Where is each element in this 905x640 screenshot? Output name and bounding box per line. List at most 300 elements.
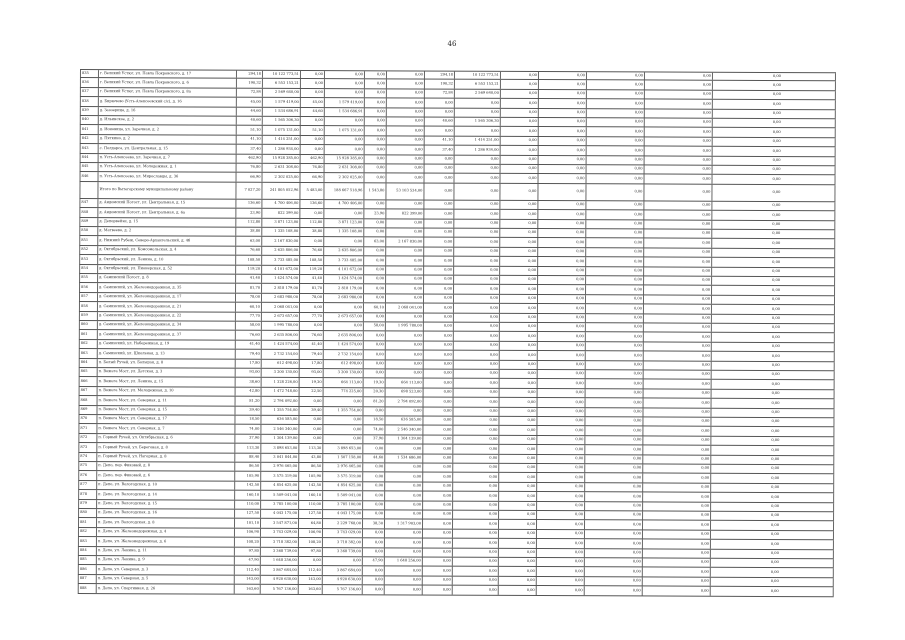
table-right-border (834, 240, 835, 248)
row-number: 859 (79, 312, 97, 320)
value-cell: 0,00 (453, 219, 499, 228)
value-cell: 45,00 (236, 98, 262, 107)
value-cell: 51,10 (300, 126, 324, 134)
value-cell: 0,00 (363, 285, 385, 293)
value-cell: 0,00 (364, 174, 386, 182)
row-number: 873 (78, 443, 96, 451)
value-cell: 0,00 (300, 89, 324, 97)
value-cell: 2 569 640,00 (454, 89, 500, 98)
value-cell: 0,00 (422, 548, 452, 557)
value-cell: 42,80 (235, 387, 261, 396)
value-cell: 0,00 (537, 248, 585, 257)
value-cell: 0,00 (536, 577, 584, 586)
value-cell: 0,00 (585, 361, 643, 370)
value-cell: 77,70 (235, 312, 261, 321)
value-cell: 3 743 029,00 (260, 529, 298, 538)
value-cell: 119,20 (235, 265, 261, 274)
value-cell: 2 732 154,00 (323, 350, 363, 359)
value-cell: 0,00 (423, 360, 453, 369)
row-number: 880 (78, 509, 96, 517)
value-cell: 664 113,00 (323, 378, 363, 387)
value-cell: 0,00 (498, 520, 536, 529)
value-cell: 0,00 (453, 183, 499, 199)
row-number: 877 (78, 481, 96, 489)
address-cell: д. Андомский Погост, ул. Центральная, д. 6а (97, 208, 235, 217)
value-cell: 0,00 (424, 108, 454, 117)
value-cell: 0,00 (363, 313, 385, 321)
value-cell: 79,40 (235, 350, 261, 359)
address-cell: д. Саминский Погост, д. 8 (97, 274, 235, 283)
value-cell: 0,00 (643, 370, 711, 379)
value-cell: 66,90 (236, 173, 262, 182)
value-cell: 0,00 (711, 324, 781, 333)
address-cell: п. Горный Ручей, ул. Октябрьская, д. 6 (96, 434, 234, 443)
address-cell: п. Белый Ручей, ул. Большая, д. 8 (97, 359, 235, 368)
value-cell: 1 579 419,00 (324, 98, 364, 107)
value-cell: 10 122 773,51 (454, 72, 500, 80)
value-cell: 0,00 (538, 109, 586, 118)
value-cell: 0,00 (323, 397, 363, 406)
value-cell: 2 635 806,00 (261, 247, 299, 256)
value-cell: 0,00 (584, 474, 642, 483)
table-right-border (834, 371, 835, 379)
value-cell: 0,00 (585, 323, 643, 332)
row-number: 857 (79, 293, 97, 301)
value-cell: 0,00 (362, 510, 384, 518)
value-cell: 41,40 (299, 341, 323, 349)
value-cell: 0,00 (363, 341, 385, 349)
value-cell: 0,00 (585, 286, 643, 295)
value-cell: 0,00 (324, 136, 364, 145)
value-cell: 0,00 (500, 165, 538, 174)
address-cell: д. Октябрьский, ул. Пионерская, д. 52 (97, 265, 235, 274)
value-cell: 0,00 (584, 568, 642, 577)
value-cell: 0,00 (585, 295, 643, 304)
value-cell: 0,00 (422, 576, 452, 585)
value-cell: 0,00 (711, 305, 781, 314)
value-cell: 0,00 (499, 398, 537, 407)
value-cell: 2 068 041,00 (261, 303, 299, 312)
value-cell: 0,00 (453, 323, 499, 332)
value-cell: 3 718 382,00 (260, 538, 298, 547)
address-cell: п. Депо, ул. Вологодская, д. 8 (96, 518, 234, 527)
row-number: 879 (78, 500, 96, 508)
value-cell: 0,00 (710, 587, 780, 596)
row-number: 845 (80, 163, 98, 171)
value-cell: 2 976 465,00 (322, 463, 362, 472)
value-cell: 0,00 (499, 313, 537, 322)
value-cell: 0,00 (538, 146, 586, 155)
address-cell: д. Саминский, ул. Железнодорожная, д. 17 (97, 293, 235, 302)
value-cell: 0,00 (385, 219, 423, 228)
value-cell: 0,00 (500, 146, 538, 155)
value-cell: 0,00 (384, 567, 422, 576)
table-right-border (833, 475, 834, 483)
table-right-border (835, 82, 836, 90)
row-number: 862 (79, 340, 97, 348)
table-right-border (833, 493, 834, 501)
value-cell: 0,00 (423, 369, 453, 378)
value-cell: 0,00 (499, 210, 537, 219)
row-number: 836 (80, 78, 98, 86)
value-cell: 113,30 (298, 444, 322, 452)
value-cell: 5 509 041,00 (260, 491, 298, 500)
value-cell: 0,00 (711, 361, 781, 370)
value-cell: 2 794 092,00 (261, 397, 299, 406)
value-cell: 0,00 (643, 361, 711, 370)
value-cell: 0,00 (500, 108, 538, 117)
value-cell: 143,00 (234, 575, 260, 584)
value-cell: 0,00 (384, 445, 422, 454)
value-cell: 0,00 (537, 398, 585, 407)
row-number: 882 (78, 528, 96, 536)
value-cell: 0,00 (362, 473, 384, 481)
value-cell: 0,00 (386, 164, 424, 173)
value-cell: 44,60 (300, 108, 324, 116)
value-cell: 41,40 (299, 275, 323, 283)
value-cell: 0,00 (384, 492, 422, 501)
value-cell: 23,90 (235, 209, 261, 218)
value-cell: 0,00 (536, 539, 584, 548)
value-cell: 0,00 (452, 511, 498, 520)
value-cell: 37,90 (362, 435, 384, 443)
value-cell: 0,00 (422, 492, 452, 501)
row-number: 871 (78, 424, 96, 432)
value-cell: 0,00 (584, 539, 642, 548)
address-cell: д. Саминский, ул. Набережная, д. 19 (97, 340, 235, 349)
value-cell: 0,00 (538, 118, 586, 127)
value-cell: 0,00 (499, 379, 537, 388)
value-cell: 1 317 903,00 (384, 520, 422, 529)
value-cell: 4 043 175,00 (322, 510, 362, 519)
value-cell: 0,00 (499, 304, 537, 313)
value-cell: 1 995 780,00 (385, 322, 423, 331)
table-right-border (834, 315, 835, 323)
value-cell: 2 635 806,00 (323, 331, 363, 340)
value-cell: 0,00 (364, 164, 386, 172)
value-cell: 37,90 (234, 434, 260, 443)
value-cell: 0,00 (500, 137, 538, 146)
value-cell: 4 920 630,00 (260, 576, 298, 585)
value-cell: 1 424 574,00 (261, 341, 299, 350)
value-cell: 0,00 (536, 586, 584, 595)
value-cell: 0,00 (643, 389, 711, 398)
row-number: 867 (79, 387, 97, 395)
value-cell: 0,00 (452, 445, 498, 454)
value-cell: 0,00 (585, 380, 643, 389)
value-cell: 3 867 684,00 (260, 566, 298, 575)
value-cell: 0,00 (710, 418, 780, 427)
value-cell: 3 785 100,00 (260, 500, 298, 509)
value-cell: 0,00 (499, 219, 537, 228)
value-cell: 0,00 (498, 530, 536, 539)
value-cell: 0,00 (711, 230, 781, 239)
value-cell: 0,00 (642, 558, 710, 567)
value-cell: 0,00 (364, 117, 386, 125)
value-cell: 66,90 (300, 173, 324, 181)
value-cell: 0,00 (423, 285, 453, 294)
value-cell: 0,00 (498, 558, 536, 567)
value-cell: 0,00 (423, 332, 453, 341)
value-cell: 822 399,00 (385, 210, 423, 219)
value-cell: 38,80 (235, 228, 261, 237)
value-cell: 0,00 (644, 128, 712, 137)
value-cell: 3 200 130,00 (323, 369, 363, 378)
value-cell: 0,00 (712, 100, 782, 109)
value-cell: 0,00 (499, 248, 537, 257)
value-cell: 0,00 (422, 473, 452, 482)
value-cell: 160,10 (234, 491, 260, 500)
value-cell: 0,00 (584, 530, 642, 539)
value-cell: 0,00 (386, 99, 424, 108)
value-cell: 3 368 739,00 (322, 548, 362, 557)
address-cell: п. Депо, ул. Вологодская, д. 15 (96, 500, 234, 509)
value-cell: 0,00 (499, 342, 537, 351)
value-cell: 0,00 (711, 343, 781, 352)
value-cell: 0,00 (536, 492, 584, 501)
value-cell: 1 565 306,30 (262, 117, 300, 126)
value-cell: 1 543,80 (363, 183, 385, 199)
value-cell: 0,00 (323, 322, 363, 331)
value-cell: 0,00 (452, 426, 498, 435)
value-cell: 0,00 (586, 128, 644, 137)
value-cell: 0,00 (498, 445, 536, 454)
value-cell: 0,00 (363, 360, 385, 368)
table-right-border (834, 343, 835, 351)
value-cell: 0,00 (644, 165, 712, 174)
value-cell: 0,00 (299, 303, 323, 311)
value-cell: 0,00 (384, 586, 422, 595)
value-cell: 0,00 (386, 127, 424, 136)
value-cell: 0,00 (642, 540, 710, 549)
table-right-border (834, 287, 835, 295)
value-cell: 0,00 (642, 502, 710, 511)
value-cell: 106,90 (298, 529, 322, 537)
value-cell: 0,00 (384, 482, 422, 491)
value-cell: 51,10 (236, 126, 262, 135)
value-cell: 2 302 025,00 (324, 173, 364, 182)
value-cell: 0,00 (362, 576, 384, 584)
table-right-border (834, 381, 835, 389)
value-cell: 0,00 (585, 210, 643, 219)
row-number: 878 (78, 490, 96, 498)
value-cell: 3 547 871,00 (260, 519, 298, 528)
table-right-border (835, 166, 836, 174)
value-cell: 0,00 (711, 371, 781, 380)
value-cell: 40,60 (424, 118, 454, 127)
value-cell: 0,00 (585, 314, 643, 323)
value-cell: 0,00 (585, 229, 643, 238)
value-cell: 0,00 (711, 380, 781, 389)
value-cell: 0,00 (498, 567, 536, 576)
value-cell: 163,60 (234, 585, 260, 594)
address-cell: д. Саминский, ул. Железнодорожная, д. 35 (97, 283, 235, 292)
value-cell: 22,50 (299, 388, 323, 396)
value-cell: 0,00 (586, 109, 644, 118)
value-cell: 0,00 (584, 549, 642, 558)
value-cell: 0,00 (537, 276, 585, 285)
value-cell: 0,00 (711, 333, 781, 342)
value-cell: 0,00 (362, 482, 384, 490)
value-cell: 0,00 (711, 286, 781, 295)
value-cell: 0,00 (453, 247, 499, 256)
value-cell: 0,00 (454, 155, 500, 164)
value-cell: 1 424 574,00 (323, 275, 363, 284)
value-cell: 3 867 684,00 (322, 566, 362, 575)
row-number (79, 182, 97, 198)
value-cell: 0,00 (642, 577, 710, 586)
value-cell: 3 575 319,00 (322, 472, 362, 481)
value-cell: 0,00 (642, 464, 710, 473)
value-cell: 0,00 (537, 210, 585, 219)
value-cell: 112,80 (299, 219, 323, 227)
value-cell: 17,80 (235, 359, 261, 368)
value-cell: 0,00 (363, 219, 385, 227)
value-cell: 93,00 (235, 369, 261, 378)
value-cell: 0,00 (452, 586, 498, 595)
value-cell: 0,00 (642, 521, 710, 530)
value-cell: 41,40 (235, 340, 261, 349)
value-cell: 81,20 (235, 397, 261, 406)
value-cell: 0,00 (423, 313, 453, 322)
value-cell: 53 103 534,00 (385, 183, 423, 199)
value-cell: 45,00 (300, 98, 324, 106)
value-cell: 0,00 (300, 71, 324, 78)
value-cell: 0,00 (586, 156, 644, 165)
repair-program-table (78, 69, 836, 618)
value-cell: 76,60 (235, 246, 261, 255)
value-cell: 2 683 980,00 (261, 294, 299, 303)
value-cell: 3 733 485,00 (261, 256, 299, 265)
value-cell: 0,00 (710, 493, 780, 502)
value-cell: 37,40 (236, 145, 262, 154)
value-cell: 0,00 (644, 147, 712, 156)
value-cell: 0,00 (386, 71, 424, 79)
row-number: 886 (78, 565, 96, 573)
value-cell: 0,00 (423, 238, 453, 247)
value-cell: 0,00 (500, 80, 538, 89)
value-cell: 0,00 (300, 145, 324, 153)
value-cell: 0,00 (385, 257, 423, 266)
value-cell: 612 498,00 (323, 360, 363, 369)
value-cell: 0,00 (423, 200, 453, 209)
table-right-border (833, 437, 834, 445)
value-cell: 0,00 (644, 175, 712, 184)
value-cell: 0,00 (386, 89, 424, 98)
value-cell: 0,00 (364, 136, 386, 144)
value-cell: 0,00 (584, 521, 642, 530)
value-cell: 0,00 (537, 370, 585, 379)
value-cell: 0,00 (643, 314, 711, 323)
value-cell: 0,00 (385, 351, 423, 360)
value-cell: 93,00 (299, 369, 323, 377)
value-cell: 0,00 (453, 266, 499, 275)
value-cell: 86,50 (234, 463, 260, 472)
value-cell: 0,00 (423, 219, 453, 228)
value-cell: 0,00 (644, 109, 712, 118)
value-cell: 0,00 (499, 238, 537, 247)
value-cell: 0,00 (385, 360, 423, 369)
value-cell: 2 635 806,00 (323, 247, 363, 256)
value-cell: 19,30 (363, 379, 385, 387)
value-cell: 0,00 (498, 483, 536, 492)
table-right-border (833, 418, 834, 426)
row-number: 844 (80, 154, 98, 162)
value-cell: 1 335 108,00 (261, 228, 299, 237)
row-number: 881 (78, 518, 96, 526)
value-cell: 0,00 (499, 360, 537, 369)
value-cell: 0,00 (300, 79, 324, 87)
value-cell: 0,00 (363, 350, 385, 358)
value-cell: 72,84 (424, 89, 454, 98)
row-number: 864 (79, 359, 97, 367)
value-cell: 0,00 (384, 529, 422, 538)
value-cell: 0,00 (386, 174, 424, 183)
value-cell: 0,00 (537, 323, 585, 332)
value-cell: 0,00 (299, 397, 323, 405)
value-cell: 0,00 (586, 118, 644, 127)
value-cell: 0,00 (536, 455, 584, 464)
value-cell: 0,00 (452, 520, 498, 529)
value-cell: 0,00 (385, 313, 423, 322)
value-cell: 0,00 (585, 267, 643, 276)
value-cell: 3 718 382,00 (322, 538, 362, 547)
address-cell: г. Великий Устюг, ул. Павла Покровского, д. 17 (98, 70, 236, 78)
value-cell: 40,60 (236, 117, 262, 126)
value-cell: 3 785 100,00 (322, 501, 362, 510)
value-cell: 0,00 (536, 464, 584, 473)
value-cell: 2 673 657,00 (323, 313, 363, 322)
value-cell: 0,00 (585, 248, 643, 257)
value-cell: 0,00 (644, 118, 712, 127)
value-cell: 6 553 153,21 (454, 80, 500, 89)
value-cell: 0,00 (584, 502, 642, 511)
value-cell: 0,00 (422, 416, 452, 425)
value-cell: 0,00 (499, 389, 537, 398)
value-cell: 0,00 (423, 247, 453, 256)
value-cell: 0,00 (538, 99, 586, 108)
value-cell: 0,00 (364, 108, 386, 116)
value-cell: 0,00 (537, 389, 585, 398)
value-cell: 3 898 653,00 (260, 444, 298, 453)
value-cell: 2 229 768,00 (322, 519, 362, 528)
value-cell: 163,60 (298, 585, 322, 593)
value-cell: 3 871 123,00 (323, 219, 363, 228)
value-cell: 2 068 041,00 (385, 304, 423, 313)
value-cell: 0,00 (423, 257, 453, 266)
value-cell: 0,00 (644, 90, 712, 99)
value-cell: 0,00 (423, 398, 453, 407)
value-cell: 0,00 (453, 351, 499, 360)
value-cell: 38,60 (235, 378, 261, 387)
value-cell: 113,30 (234, 444, 260, 453)
value-cell: 2 818 179,00 (261, 284, 299, 293)
value-cell: 0,00 (324, 117, 364, 126)
value-cell: 636 585,00 (260, 416, 298, 425)
value-cell: 0,00 (538, 165, 586, 174)
value-cell: 142,50 (234, 481, 260, 490)
value-cell: 0,00 (453, 379, 499, 388)
table-right-border (834, 334, 835, 342)
value-cell: 15 928 385,00 (324, 155, 364, 164)
value-cell: 1 304 139,00 (260, 435, 298, 444)
value-cell: 2 818 179,00 (323, 284, 363, 293)
value-cell: 0,00 (644, 81, 712, 90)
value-cell: 101,10 (234, 519, 260, 528)
value-cell: 0,00 (453, 388, 499, 397)
value-cell: 0,00 (498, 586, 536, 595)
value-cell: 636 585,00 (384, 416, 422, 425)
